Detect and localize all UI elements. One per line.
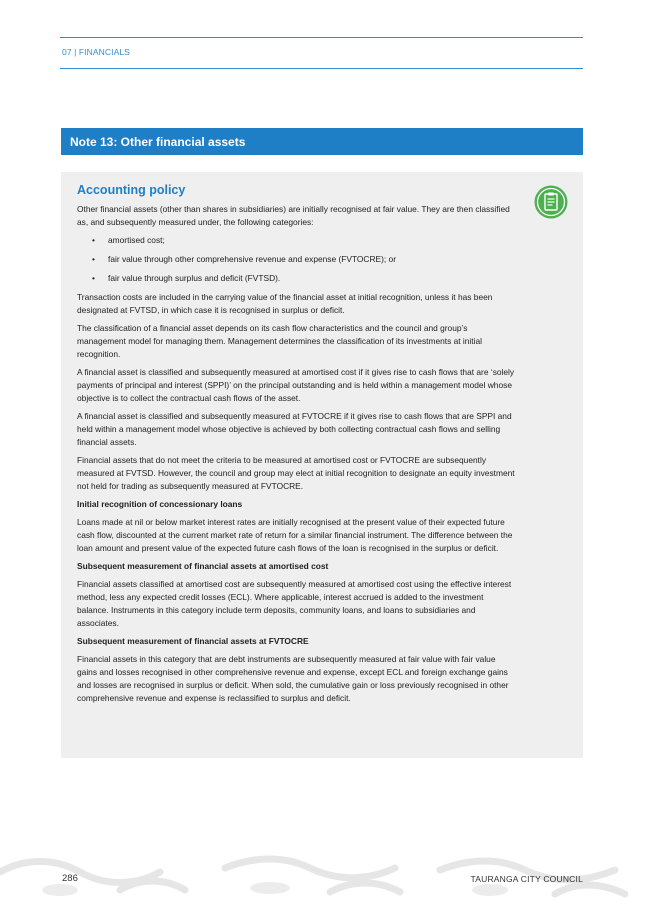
para-fvtocre-measurement: Financial assets in this category that are debt instruments are subsequently measured at fair value with fair value gains and losses recognised in other comprehensive revenue and expense, except ECL and foreign exchange gains and losses are recognised in surplus or deficit. When sold, the cumulative gain or loss previously recognised in other comprehensive revenue and expense is reclassified to surplus and deficit. bbox=[77, 654, 509, 703]
list-item: • fair value through other comprehensive revenue and expense (FVTOCRE); or bbox=[92, 254, 397, 264]
organisation-name: TAURANGA CITY COUNCIL bbox=[470, 874, 583, 884]
list-item-text: fair value through surplus and deficit (FVTSD). bbox=[108, 273, 281, 283]
policy-heading: Accounting policy bbox=[77, 183, 186, 197]
para-concessionary: Loans made at nil or below market interest rates are initially recognised at the present value of their expected future cash flow, discounted at the current market rate of return for a similar financial instrument. The difference between the loan amount and present value of the expected future cash flows of the loan is recognised in the surplus or deficit. bbox=[77, 517, 513, 553]
list-item: • amortised cost; bbox=[92, 235, 165, 245]
category-list bbox=[77, 234, 515, 285]
para-transaction-costs: Transaction costs are included in the carrying value of the financial asset at initial recognition, unless it has been designated at FVTSD, in which case it is recognised in surplus or deficit. bbox=[77, 292, 493, 315]
para-fvtsd: Financial assets that do not meet the criteria to be measured at amortised cost or FVTOCRE are subsequently measured at FVTSD. However, the council and group may elect at initial recognition to designate an equity investment not held for trading as subsequently measured at FVTOCRE. bbox=[77, 455, 515, 491]
list-item: • fair value through surplus and deficit (FVTSD). bbox=[92, 273, 281, 283]
para-classification: The classification of a financial asset depends on its cash flow characteristics and the council and group’s management model for managing them. Management determines the classification of its investments at initial recognition. bbox=[77, 323, 482, 359]
header-rule-bottom bbox=[60, 68, 583, 69]
subhead-fvtocre: Subsequent measurement of financial assets at FVTOCRE bbox=[77, 636, 309, 646]
para-amortised-cost: Financial assets classified at amortised cost are subsequently measured at amortised cost using the effective interest method, less any expected credit losses (ECL). Where applicable, interest accrued is added to the investment balance. Instruments in this category include term deposits, community loans, and loans to subsidiaries and associates. bbox=[77, 579, 512, 628]
section-label: 07 | FINANCIALS bbox=[62, 47, 130, 57]
para-fvtocre: A financial asset is classified and subsequently measured at FVTOCRE if it gives rise to cash flows that are SPPI and held within a management model whose objective is achieved by both collecting contractual cash flows and selling financial assets. bbox=[77, 411, 512, 447]
policy-body bbox=[77, 203, 515, 710]
note-title: Note 13: Other financial assets bbox=[70, 135, 246, 149]
policy-intro: Other financial assets (other than shares in subsidiaries) are initially recognised at fair value. They are then classified as, and subsequently measured under, the following categories: bbox=[77, 204, 510, 227]
list-item-text: fair value through other comprehensive revenue and expense (FVTOCRE); or bbox=[108, 254, 397, 264]
subhead-concessionary: Initial recognition of concessionary loans bbox=[77, 499, 243, 509]
para-amortised: A financial asset is classified and subsequently measured at amortised cost if it gives rise to cash flows that are ‘solely payments of principal and interest (SPPI)’ on the principal outstanding and is held within a management model whose objective is to collect the contractual cash flows of the asset. bbox=[77, 367, 515, 403]
header-rule-top bbox=[60, 37, 583, 38]
accounting-policy-panel bbox=[61, 172, 583, 758]
note-title-bar bbox=[61, 128, 583, 155]
page-number: 286 bbox=[62, 873, 78, 884]
subhead-amortised-cost: Subsequent measurement of financial assets at amortised cost bbox=[77, 561, 329, 571]
list-item-text: amortised cost; bbox=[108, 235, 165, 245]
clipboard-checklist-icon bbox=[533, 184, 569, 220]
